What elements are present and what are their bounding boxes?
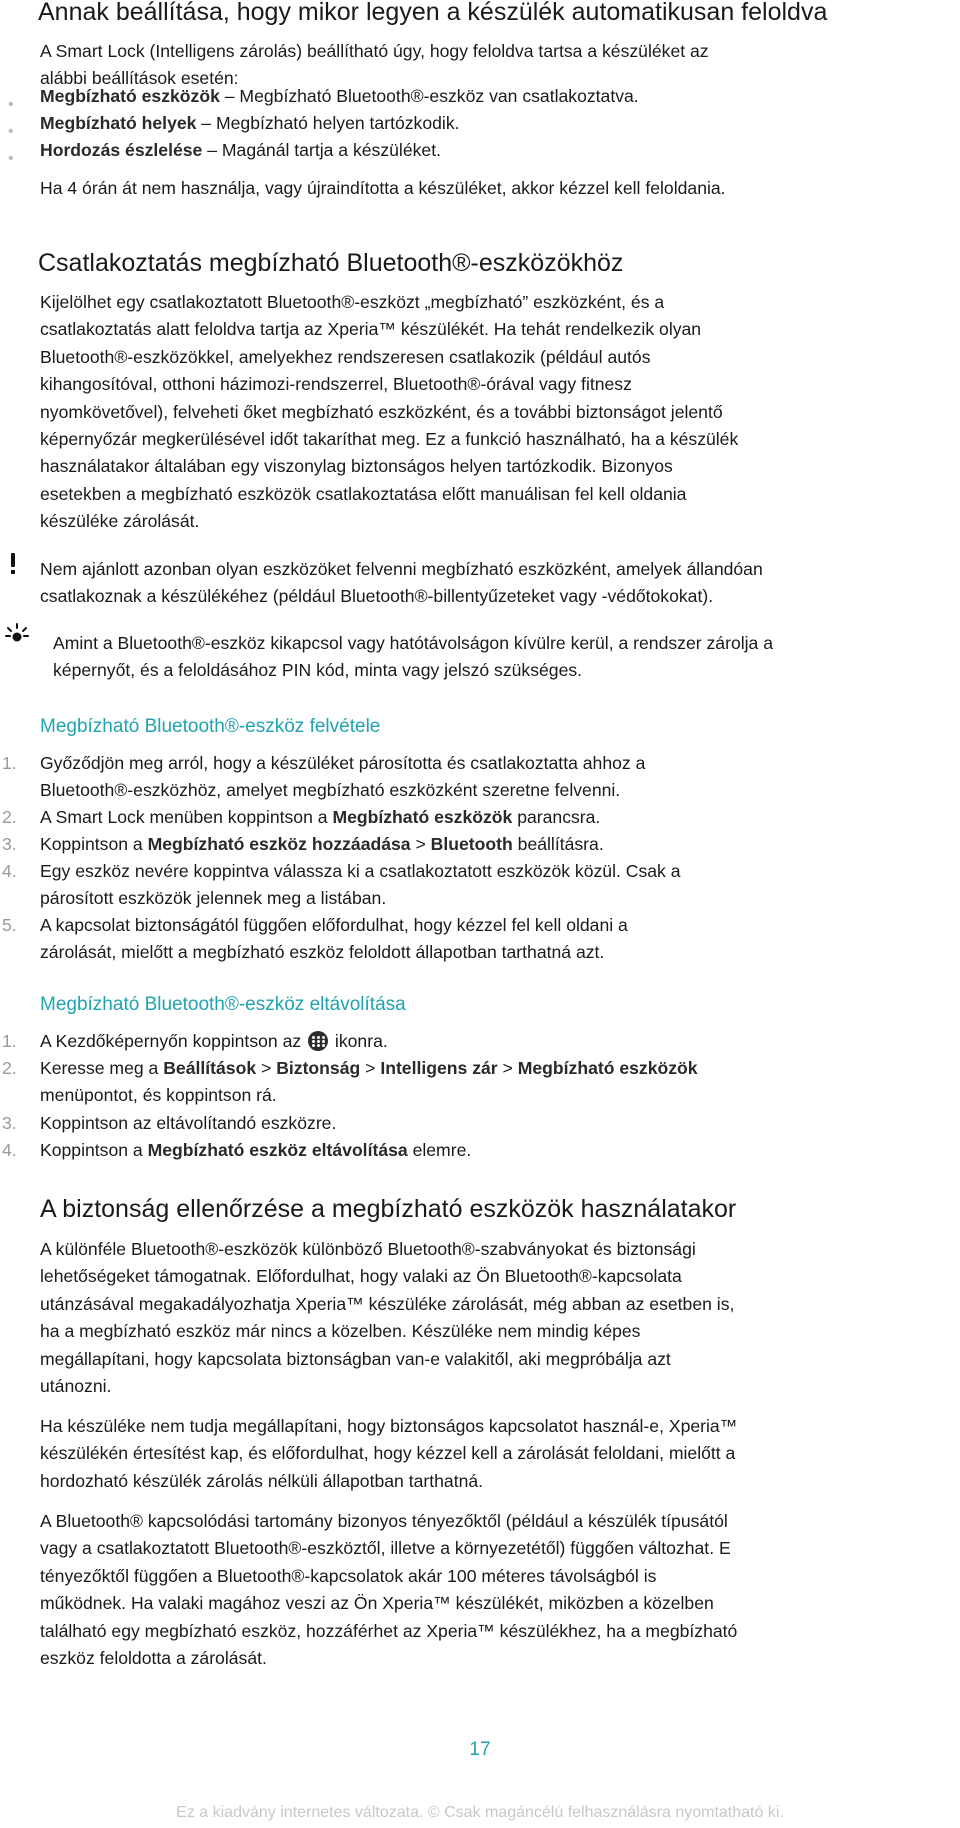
procedure-title-add: Megbízható Bluetooth®-eszköz felvétele [40, 716, 381, 737]
section-title-auto-unlock: Annak beállítása, hogy mikor legyen a készülék automatikusan feloldva [38, 0, 828, 26]
menu-term: Megbízható eszközök [517, 1058, 698, 1078]
menu-term: Megbízható eszközök [332, 807, 513, 827]
lightbulb-icon [4, 622, 30, 648]
remove-step-2 [40, 1055, 698, 1110]
step-number: 3. [2, 834, 17, 854]
step-number: 2. [2, 1058, 17, 1078]
menu-term: Beállítások [163, 1058, 257, 1078]
bullet-item-on-body-detection [40, 137, 441, 164]
step-text: Koppintson a [40, 1140, 148, 1160]
step-number: 2. [2, 807, 17, 827]
text-line: A különféle Bluetooth®-eszközök különböző Bluetooth®-szabványokat és biztonsági [40, 1239, 696, 1259]
remove-step-4 [40, 1137, 471, 1164]
separator: > [497, 1058, 518, 1078]
text-line: zárolását, mielőtt a megbízható eszköz feloldott állapotban tarthatná azt. [40, 942, 605, 963]
add-step-3 [40, 831, 604, 858]
section-title-security-check: A biztonság ellenőrzése a megbízható eszközök használatakor [40, 1195, 737, 1223]
step-text: Keresse meg a [40, 1058, 164, 1078]
remove-step-1 [40, 1028, 388, 1055]
step-number: 4. [2, 861, 17, 881]
separator: > [410, 834, 431, 854]
exclamation-icon [8, 553, 18, 575]
text-line: Bluetooth®-eszközökkel, amelyekhez rendszeresen csatlakozik (például autós [40, 346, 651, 367]
step-text: A Smart Lock menüben koppintson a [40, 807, 333, 827]
text-line: alábbi beállítások esetén: [40, 68, 239, 89]
bullet-text: – Megbízható helyen tartózkodik. [196, 113, 460, 133]
bullet-dot: • [8, 123, 14, 140]
bullet-text: – Magánál tartja a készüléket. [202, 140, 441, 160]
text-line: Ha készüléke nem tudja megállapítani, hogy biztonságos kapcsolatot használ-e, Xperia™ [40, 1416, 738, 1436]
text-line: csatlakoztatás alatt feloldva tartja az Xperia™ készülékét. Ha tehát rendelkezik olyan [40, 319, 702, 340]
add-step-5 [40, 912, 628, 967]
text-line: Koppintson az eltávolítandó eszközre. [40, 1113, 337, 1133]
section3-paragraph-1 [40, 1236, 734, 1400]
bullet-item-trusted-devices [40, 83, 639, 110]
text-line: utánzásával megakadályozhatja Xperia™ készüléke zárolását, még abban az esetben is, [40, 1293, 735, 1314]
text-line: menüpontot, és koppintson rá. [40, 1085, 277, 1106]
text-line: A Smart Lock (Intelligens zárolás) beállítható úgy, hogy feloldva tartsa a készüléket az [40, 41, 709, 61]
tip-note [53, 630, 773, 685]
add-step-2 [40, 804, 600, 831]
step-number: 4. [2, 1140, 17, 1160]
menu-term: Bluetooth [430, 834, 513, 854]
text-line: Bluetooth®-eszközhöz, amelyet megbízható eszközként szeretne felvenni. [40, 780, 621, 801]
menu-term: Megbízható eszköz hozzáadása [147, 834, 411, 854]
text-line: kihangosítóval, otthoni házimozi-rendszerrel, Bluetooth®-órával vagy fitnesz [40, 374, 632, 395]
text-line: esetekben a megbízható eszközök csatlakoztatása előtt manuálisan fel kell oldania [40, 483, 687, 504]
step-number: 5. [2, 915, 17, 935]
page-number: 17 [469, 1739, 491, 1760]
text-line: Nem ajánlott azonban olyan eszközöket felvenni megbízható eszközként, amelyek állandóan [40, 559, 763, 579]
section1-note [40, 175, 726, 202]
menu-term: Megbízható eszköz eltávolítása [147, 1140, 408, 1160]
menu-term: Intelligens zár [380, 1058, 498, 1078]
separator: > [256, 1058, 277, 1078]
step-number: 1. [2, 1031, 17, 1051]
separator: > [360, 1058, 381, 1078]
text-line: képernyőt, és a feloldásához PIN kód, minta vagy jelszó szükséges. [53, 660, 583, 681]
remove-step-3 [40, 1110, 336, 1137]
step-text: parancsra. [512, 807, 601, 827]
bullet-item-trusted-places [40, 110, 460, 137]
term: Megbízható eszközök [40, 86, 220, 106]
text-line: megállapítani, hogy kapcsolata biztonságban van-e valakitől, aki megpróbálja azt [40, 1348, 671, 1369]
text-line: vagy a csatlakoztatott Bluetooth®-eszköztől, illetve a környezetétől) függően változhat. E [40, 1538, 731, 1559]
text-line: lehetőségeket támogatnak. Előfordulhat, hogy valaki az Ön Bluetooth®-kapcsolata [40, 1266, 682, 1287]
add-step-4 [40, 858, 681, 913]
step-text: Koppintson a [40, 834, 148, 854]
text-line: Egy eszköz nevére koppintva válassza ki a csatlakoztatott eszközök közül. Csak a [40, 861, 681, 881]
text-line: utánozni. [40, 1376, 112, 1397]
text-line: A kapcsolat biztonságától függően előfordulhat, hogy kézzel fel kell oldani a [40, 915, 628, 935]
section-title-bluetooth: Csatlakoztatás megbízható Bluetooth®-eszközökhöz [38, 249, 624, 277]
step-number: 3. [2, 1113, 17, 1133]
step-text: ikonra. [330, 1031, 388, 1051]
procedure-title-remove: Megbízható Bluetooth®-eszköz eltávolítása [40, 994, 406, 1015]
text-line: képernyőzár megkerülésével időt takaríthat meg. Ez a funkció használható, ha a készülék [40, 429, 739, 450]
warning-note [40, 556, 763, 611]
step-text: elemre. [407, 1140, 472, 1160]
section2-body [40, 289, 738, 536]
menu-term: Biztonság [276, 1058, 361, 1078]
text-line: hordozható készülék zárolás nélküli állapotban tarthatná. [40, 1470, 484, 1491]
text-line: készülékén értesítést kap, és előfordulhat, hogy kézzel kell a zárolását feloldani, mielőtt a [40, 1443, 736, 1464]
section3-paragraph-2 [40, 1413, 737, 1495]
bullet-dot: • [8, 96, 14, 113]
text-line: Győződjön meg arról, hogy a készüléket párosította és csatlakoztatta ahhoz a [40, 753, 646, 773]
step-text: beállításra. [512, 834, 604, 854]
bullet-dot: • [8, 150, 14, 167]
text-line: nyomkövetővel), felveheti őket megbízható eszközként, és a további biztonságot jelentő [40, 401, 723, 422]
step-number: 1. [2, 753, 17, 773]
text-line: ha a megbízható eszköz már nincs a közelben. Készüléke nem mindig képes [40, 1321, 641, 1342]
step-text: A Kezdőképernyőn koppintson az [40, 1031, 307, 1051]
text-line: készüléke zárolását. [40, 511, 200, 532]
text-line: Kijelölhet egy csatlakoztatott Bluetooth®-eszközt „megbízható” eszközként, és a [40, 292, 665, 312]
term: Hordozás észlelése [40, 140, 203, 160]
text-line: tényezőktől függően a Bluetooth®-kapcsolatok akár 100 méteres távolságból is [40, 1565, 657, 1586]
text-line: használatakor általában egy viszonylag biztonságos helyen tartózkodik. Bizonyos [40, 456, 673, 477]
text-line: Amint a Bluetooth®-eszköz kikapcsol vagy hatótávolságon kívülre kerül, a rendszer zárolja a [53, 633, 774, 653]
footer-note: Ez a kiadvány internetes változata. © Csak magáncélú felhasználásra nyomtatható ki. [176, 1804, 784, 1821]
apps-grid-icon [308, 1031, 328, 1051]
text-line: található egy megbízható eszköz, hozzáférhet az Xperia™ készülékhez, ha a megbízható [40, 1620, 738, 1641]
text-line: csatlakoznak a készülékéhez (például Bluetooth®-billentyűzeteket vagy -védőtokokat). [40, 586, 714, 607]
text-line: eszköz feloldotta a zárolását. [40, 1648, 267, 1669]
bullet-text: – Megbízható Bluetooth®-eszköz van csatlakoztatva. [219, 86, 639, 106]
text-line: párosított eszközök jelennek meg a listában. [40, 888, 387, 909]
section3-paragraph-3 [40, 1508, 737, 1672]
text-line: A Bluetooth® kapcsolódási tartomány bizonyos tényezőktől (például a készülék típusától [40, 1511, 728, 1531]
text-line: működnek. Ha valaki magához veszi az Ön Xperia™ készülékét, miközben a közelben [40, 1593, 714, 1614]
text-line: Ha 4 órán át nem használja, vagy újraindította a készüléket, akkor kézzel kell feloldania. [40, 178, 726, 198]
term: Megbízható helyek [40, 113, 197, 133]
add-step-1 [40, 750, 645, 805]
